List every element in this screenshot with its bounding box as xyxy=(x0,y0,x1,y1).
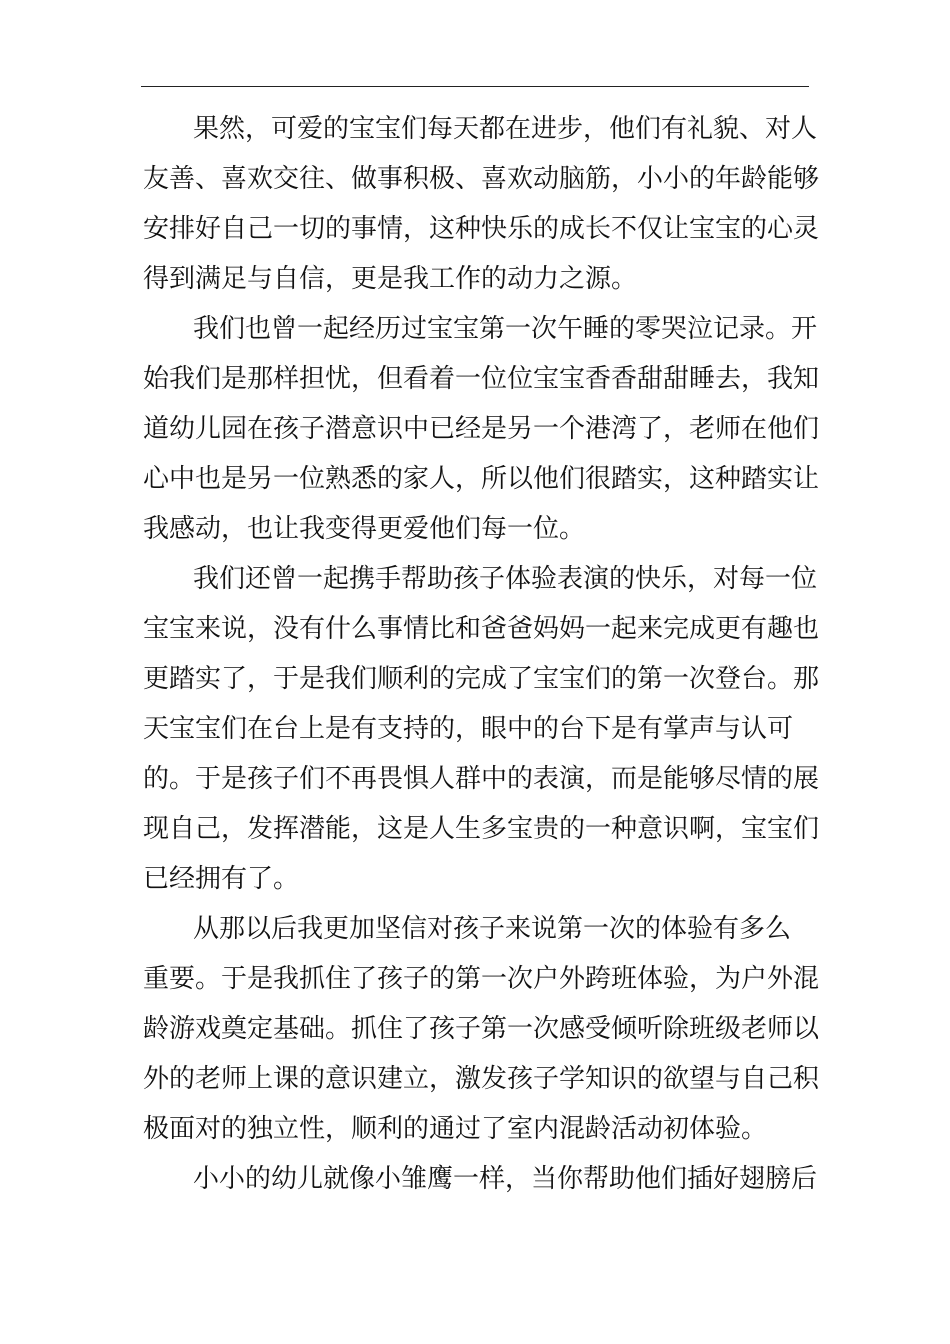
paragraph-1-line-2: 友善、喜欢交往、做事积极、喜欢动脑筋，小小的年龄能够 xyxy=(143,164,820,194)
paragraph-3-line-4: 天宝宝们在台上是有支持的，眼中的台下是有掌声与认可 xyxy=(143,714,794,744)
paragraph-3-line-1: 我们还曾一起携手帮助孩子体验表演的快乐，对每一位 xyxy=(193,564,818,594)
paragraph-2-line-4: 心中也是另一位熟悉的家人，所以他们很踏实，这种踏实让 xyxy=(143,464,820,494)
paragraph-4-line-1: 从那以后我更加坚信对孩子来说第一次的体验有多么 xyxy=(193,914,792,944)
paragraph-1-line-1: 果然，可爱的宝宝们每天都在进步，他们有礼貌、对人 xyxy=(193,114,818,144)
paragraph-4-line-3: 龄游戏奠定基础。抓住了孩子第一次感受倾听除班级老师以 xyxy=(143,1014,820,1044)
paragraph-2-line-3: 道幼儿园在孩子潜意识中已经是另一个港湾了，老师在他们 xyxy=(143,414,820,444)
header-rule xyxy=(141,86,809,87)
paragraph-3-line-5: 的。于是孩子们不再畏惧人群中的表演，而是能够尽情的展 xyxy=(143,764,820,794)
paragraph-2-line-2: 始我们是那样担忧，但看着一位位宝宝香香甜甜睡去，我知 xyxy=(143,364,820,394)
paragraph-4-line-4: 外的老师上课的意识建立，激发孩子学知识的欲望与自己积 xyxy=(143,1064,820,1094)
paragraph-3-line-3: 更踏实了，于是我们顺利的完成了宝宝们的第一次登台。那 xyxy=(143,664,820,694)
paragraph-3-line-7: 已经拥有了。 xyxy=(143,864,300,894)
paragraph-4-line-5: 极面对的独立性，顺利的通过了室内混龄活动初体验。 xyxy=(143,1114,768,1144)
paragraph-2-line-5: 我感动，也让我变得更爱他们每一位。 xyxy=(143,514,586,544)
paragraph-3-line-6: 现自己，发挥潜能，这是人生多宝贵的一种意识啊，宝宝们 xyxy=(143,814,820,844)
paragraph-4-line-2: 重要。于是我抓住了孩子的第一次户外跨班体验，为户外混 xyxy=(143,964,820,994)
paragraph-1-line-4: 得到满足与自信，更是我工作的动力之源。 xyxy=(143,264,638,294)
paragraph-1-line-3: 安排好自己一切的事情，这种快乐的成长不仅让宝宝的心灵 xyxy=(143,214,820,244)
paragraph-2-line-1: 我们也曾一起经历过宝宝第一次午睡的零哭泣记录。开 xyxy=(193,314,818,344)
paragraph-5-line-1: 小小的幼儿就像小雏鹰一样，当你帮助他们插好翅膀后 xyxy=(193,1164,818,1194)
paragraph-3-line-2: 宝宝来说，没有什么事情比和爸爸妈妈一起来完成更有趣也 xyxy=(143,614,820,644)
document-body xyxy=(143,104,843,1204)
